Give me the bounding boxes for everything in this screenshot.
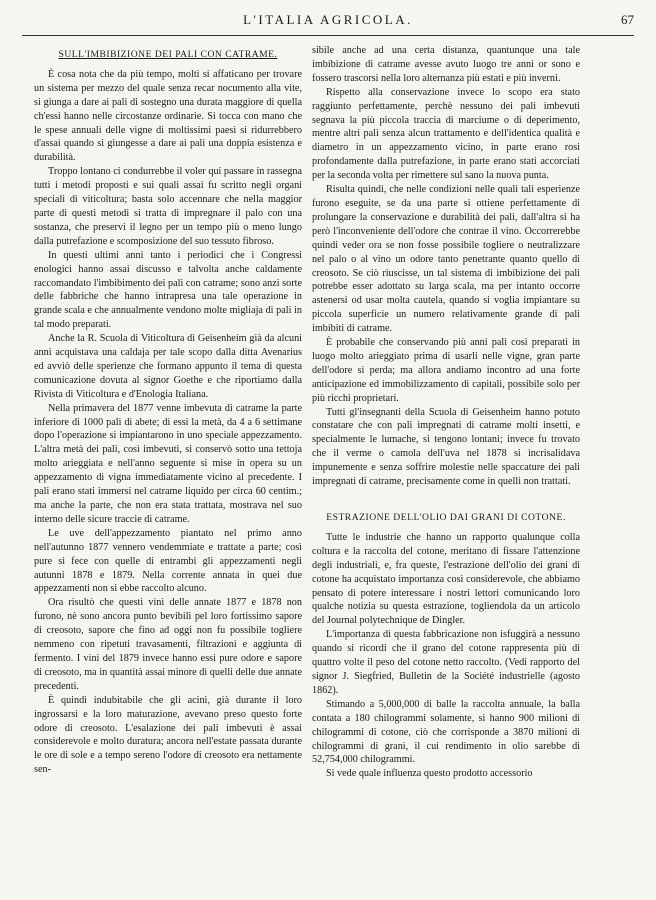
paragraph: Nella primavera del 1877 venne imbevuta di catrame la parte inferiore di 1000 pali di abete; di essi la metà, da 4 a 6 settimane dopo l'operazione si impiantarono in uno speciale appezzamento. L'altra metà dei pali, così imbevuti, si conservò sotto una tettoja molto arieggiata e nell'anno seguente si mise in opera su un appezzamento di vigna immediatamente vicino al precedente. I pali erano stati immersi nel catrame liquido per circa 60 centim.; ma anche la parte, che non era stata trattata, mostrava nel suo interno delle sicure traccie di catrame.	[34, 402, 302, 525]
paragraph: Stimando a 5,000,000 di balle la raccolta annuale, la balla contata a 180 chilogrammi solamente, si hanno 900 milioni di chilogrammi di cotone, ciò che corrisponde a 3870 milioni di chilogrammi di grani, il cui rendimento in olio sarebbe di 52,754,000 chilogrammi.	[312, 698, 580, 766]
paragraph: In questi ultimi anni tanto i periodici che i Congressi enologici hanno assai discusso e talvolta anche caldamente raccomandato l'imbibimento dei pali con catrame; sono anzi sorte delle fabbriche che hanno intrapresa una tale operazione in grande scala e che annualmente vendono molte migliaja di pali in tal modo preparati.	[34, 249, 302, 331]
paragraph-continuation: sibile anche ad una certa distanza, quantunque una tale imbibizione di catrame avesse avuto luogo tre anni or sono e fossero trascorsi nella loro alternanza più estati e più inverni.	[312, 45, 580, 84]
paragraph: Le uve dell'appezzamento piantato nel primo anno nell'autunno 1877 vennero vendemmiate e trattate a parte; così pure si fece con quelle di entrambi gli appezzamenti negli autunni 1878 e 1879. Nella corrente annata in quei due appezzamenti non si ebbe raccolto alcuno.	[34, 527, 302, 595]
paragraph: Anche la R. Scuola di Viticoltura di Geisenheim già da alcuni anni acquistava una caldaja per tale scopo dalla ditta Avenarius ed avviò delle sperienze che formano appunto il tema di questa comunicazione dovuta al signor Goethe e che riportiamo dalla Rivista di Viticoltura e d'Enologia Italiana.	[34, 333, 302, 400]
page-number: 67	[621, 12, 634, 27]
paragraph: Troppo lontano ci condurrebbe il voler qui passare in rassegna tutti i metodi proposti e sui quali assai fu scritto negli organi speciali di viticoltura; basta solo accennare che nella maggior parte di questi metodi si tratta di impregnare il palo con una sostanza, che preservi il legno per un tempo più o meno lungo dalla putrefazione e scomposizione del suo tessuto fibroso.	[34, 166, 302, 247]
paragraph: Rispetto alla conservazione invece lo scopo era stato raggiunto perfettamente, perchè nessuno dei pali imbevuti segnava la più piccola traccia di marciume o di deperimento, mentre altri pali senza alcun trattamento e dell'identica qualità e diametro in un appezzamento vicino, in parte erano rosi profondamente dalla putrefazione, in parte erano stati accorciati per la seconda volta per rimettere sul sano la nuova punta.	[312, 86, 580, 182]
paragraph: È quindi indubitabile che gli acini, già durante il loro ingrossarsi e la loro maturazione, avevano preso questo forte odore di creosoto. L'esalazione dei pali imbevuti è assai considerevole e molto duratura; ancora nell'estate passata durante le ore di sole e a tempo sereno l'odore di creosoto era nettamente sen-	[34, 694, 302, 776]
running-title: L'ITALIA AGRICOLA.	[243, 12, 413, 27]
left-column	[34, 46, 302, 892]
section-title-pali: SULL'IMBIBIZIONE DEI PALI CON CATRAME.	[58, 49, 278, 60]
right-column	[312, 44, 580, 890]
paragraph: È probabile che conservando più anni pali così preparati in luogo molto arieggiato prima di usarli nelle vigne, gran parte dell'odore si perda; ma allora andiamo incontro ad una forte anticipazione ed immobilizzamento di capitali, possibile solo per più ricchi proprietari.	[312, 337, 580, 404]
paragraph: Tutti gl'insegnanti della Scuola di Geisenheim hanno potuto constatare che con pali impregnati di catrame molti insetti, e specialmente le lumache, si tengono lontani; invece fu trovato che il verme o camola dell'uva nel 1878 si incrisalidava impunemente e senza soffrire molestie nelle spaccature dei pali impregnati di catrame, precisamente come in quelli non trattati.	[312, 406, 580, 488]
paragraph: Tutte le industrie che hanno un rapporto qualunque colla coltura e la raccolta del cotone, meritano di fissare l'attenzione degli industriali, e, fra queste, l'estrazione dell'olio dei grani di cotone ha acquistato importanza così considerevole, che abbiamo pensato di potere interessare i nostri lettori comunicando loro qualche notizia su questa estrazione, togliendola da un articolo del Journal polytechnique de Dingler.	[312, 531, 580, 627]
section-title-cotone: ESTRAZIONE DELL'OLIO DAI GRANI DI COTONE.	[326, 512, 566, 523]
paragraph: Ora risultò che questi vini delle annate 1877 e 1878 non furono, nè sono ancora punto bevibili pel loro fortissimo sapore di creosoto, sapore che fino ad oggi non fu possibile togliere nemmeno con ripetuti travasamenti, filtrazioni e aggiunta di fermento. I vini del 1879 invece hanno essi pure odore e sapore di creosoto, ma in quantità assai minore di quelli delle due annate precedenti.	[34, 597, 302, 692]
header-rule	[22, 35, 634, 36]
paragraph: È cosa nota che da più tempo, molti si affaticano per trovare un sistema per mezzo del quale senza recar nocumento alla vite, si giunga a dare ai pali di sostegno una durata maggiore di quella ch'essi hanno nelle circostanze ordinarie. Si tocca con mano che le spese annuali delle vigne di moltissimi paesi si ridurrebbero d'assai quando si giungesse a dare ai pali una doppia esistenza e durabilità.	[34, 68, 302, 164]
paragraph: Si vede quale influenza questo prodotto accessorio	[326, 768, 533, 780]
page-header	[22, 12, 634, 34]
paragraph: Risulta quindi, che nelle condizioni nelle quali tali esperienze furono eseguite, se da una parte si ottiene perfettamente di prolungare la conservazione e durabilità dei pali, dall'altra si ha però l'inconveniente dell'odore che contrae il vino. Occorrerebbe quindi veder ora se non fosse possibile togliere o neutralizzare nel palo o al vino un odore tanto penetrante quanto quello di creosoto. Se ciò riuscisse, un tal sistema di imbibizione dei pali potrebbe esser adottato su larga scala, ma per intanto occorre astenersi od usar molta cautela, quando si voglia impiantare su piccola superficie un numero relativamente grande di pali imbibiti di catrame.	[312, 184, 580, 335]
paragraph: L'importanza di questa fabbricazione non isfuggirà a nessuno quando si ricordi che il grano del cotone rappresenta più di quattro volte il peso del cotone netto raccolto. (Vedi rapporto del signor J. Siegfried, Bulletin de la Société industrielle (agosto 1862).	[312, 629, 580, 696]
section-gap	[312, 489, 580, 509]
